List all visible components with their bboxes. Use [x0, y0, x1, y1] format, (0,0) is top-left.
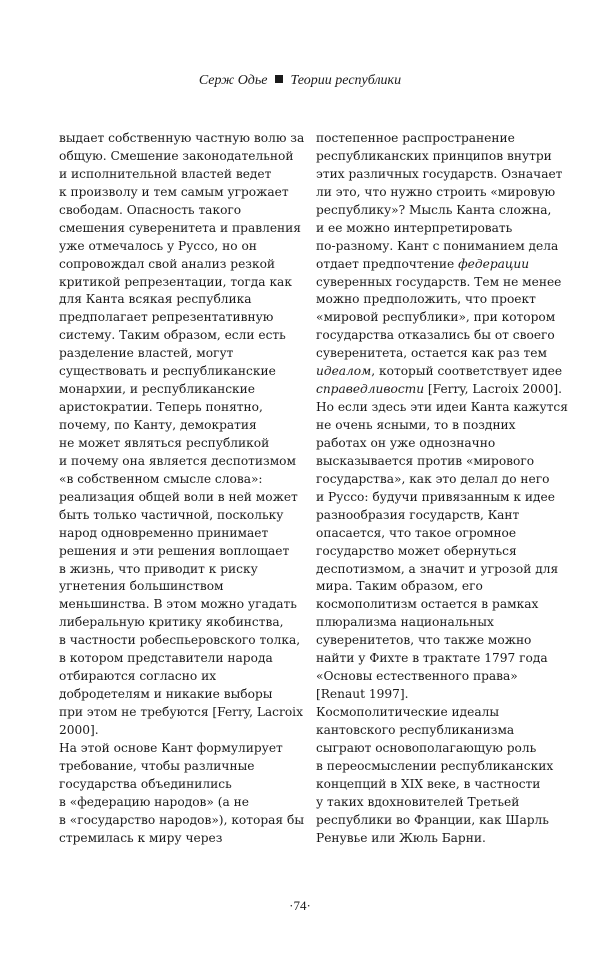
text-line: почему, по Канту, демократия — [59, 418, 257, 432]
text-line: стремилась к миру через — [59, 830, 223, 845]
page-number-dot-left: · — [289, 898, 294, 913]
text-line: мира. Таким образом, его — [316, 579, 483, 594]
text-line: выдает собственную частную волю за — [59, 131, 305, 145]
text-line: не может являться республикой — [59, 435, 270, 450]
page-number — [0, 898, 600, 914]
text-line: «Основы естественного права» — [316, 669, 518, 684]
text-line: постепенное распространение — [316, 131, 515, 145]
text-line: в «федерацию народов» (а не — [59, 794, 249, 809]
page-number-value: 74 — [293, 898, 307, 913]
text-line: На этой основе Кант формулирует — [59, 740, 283, 755]
italic-emphasis: федерации — [458, 256, 530, 271]
text-line: и Руссо: будучи привязанным к идее — [316, 489, 555, 504]
text-line: ли это, что нужно строить «мировую — [316, 184, 556, 199]
text-line: космополитизм остается в рамках — [316, 597, 539, 612]
page-number-dot-right: · — [306, 898, 311, 913]
text-line: 2000]. — [59, 722, 99, 737]
text-line: разнообразия государств, Кант — [316, 507, 520, 522]
text-line: аристократии. Теперь понятно, — [59, 400, 263, 415]
text-line: концепций в XIX веке, в частности — [316, 776, 541, 791]
text-line: критикой репрезентации, тогда как — [59, 274, 292, 289]
text-line: работах он уже однозначно — [316, 435, 496, 450]
text-line: «в собственном смысле слова»: — [59, 471, 263, 486]
text-line: государства объединились — [59, 776, 232, 791]
text-line: [Renaut 1997]. — [316, 687, 409, 702]
text-line: свободам. Опасность такого — [59, 202, 242, 217]
text-line: предполагает репрезентативную — [59, 310, 274, 325]
text-line: «мировой республики», при котором — [316, 310, 556, 325]
header-author: Серж Одье — [198, 73, 268, 88]
text-line: найти у Фихте в трактате 1797 года — [316, 651, 548, 666]
italic-emphasis: справедливости — [316, 382, 425, 397]
text-line: и ее можно интерпретировать — [316, 220, 513, 235]
text-line: реализация общей воли в ней может — [59, 489, 298, 504]
text-line: кантовского республиканизма — [316, 722, 515, 737]
text-line: республики во Франции, как Шарль — [316, 812, 549, 827]
text-line: монархии, и республиканские — [59, 382, 255, 397]
text-line: сыграют основополагающую роль — [316, 740, 537, 755]
left-text-column — [59, 130, 305, 848]
text-line: Ренувье или Жюль Барни. — [316, 830, 486, 845]
text-line: Но если здесь эти идеи Канта кажутся — [316, 400, 568, 415]
text-line: высказывается против «мирового — [316, 453, 535, 468]
running-header — [0, 73, 600, 89]
header-separator-icon — [275, 75, 283, 83]
text-line: этих различных государств. Означает — [316, 166, 563, 181]
text-line: в частности робеспьеровского толка, — [59, 633, 301, 648]
text-line: разделение властей, могут — [59, 346, 234, 361]
text-line: Космополитические идеалы — [316, 705, 500, 719]
text-line: в «государство народов»), которая бы — [59, 812, 305, 827]
text-line: для Канта всякая республика — [59, 292, 252, 307]
text-line: государства», как это делал до него — [316, 471, 550, 486]
text-line: смешения суверенитета и правления — [59, 220, 301, 235]
text-line: государство может обернуться — [316, 543, 517, 558]
text-line: суверенитетов, что также можно — [316, 633, 532, 648]
text-line: опасается, что такое огромное — [316, 525, 517, 540]
text-line: уже отмечалось у Руссо, но он — [59, 238, 257, 253]
text-line: суверенных государств. Тем не менее — [316, 274, 562, 289]
text-line: в жизнь, что приводит к риску — [59, 561, 258, 576]
text-line: при этом не требуются [Ferry, Lacroix — [59, 705, 303, 719]
text-line: государства отказались бы от своего — [316, 328, 555, 343]
text-line: плюрализма национальных — [316, 615, 494, 630]
text-line: требование, чтобы различные — [59, 758, 255, 773]
right-text-column — [316, 130, 568, 848]
text-line: решения и эти решения воплощает — [59, 543, 290, 558]
header-title: Теории республики — [290, 73, 402, 88]
text-line: и почему она является деспотизмом — [59, 453, 296, 468]
text-line: справедливости [Ferry, Lacroix 2000]. — [316, 382, 562, 397]
text-line: не очень ясными, то в поздних — [316, 418, 516, 432]
text-line: отбираются согласно их — [59, 669, 217, 684]
text-line: народ одновременно принимает — [59, 525, 269, 540]
text-line: к произволу и тем самым угрожает — [59, 184, 289, 199]
text-line: можно предположить, что проект — [316, 292, 536, 307]
text-line: деспотизмом, а значит и угрозой для — [316, 561, 559, 576]
text-line: сопровождал свой анализ резкой — [59, 256, 276, 271]
text-line: в котором представители народа — [59, 651, 273, 666]
text-line: идеалом, который соответствует идее — [316, 364, 563, 379]
text-line: общую. Смешение законодательной — [59, 148, 294, 163]
text-line: республиканских принципов внутри — [316, 148, 552, 163]
text-line: меньшинства. В этом можно угадать — [59, 597, 297, 612]
italic-emphasis: идеалом — [316, 364, 372, 379]
text-line: существовать и республиканские — [59, 364, 276, 379]
text-line: отдает предпочтение федерации — [316, 256, 530, 271]
text-line: либеральную критику якобинства, — [59, 615, 284, 630]
text-line: и исполнительной властей ведет — [59, 166, 272, 181]
text-line: суверенитета, остается как раз тем — [316, 346, 547, 361]
text-line: угнетения большинством — [59, 579, 224, 594]
text-line: быть только частичной, поскольку — [59, 507, 284, 522]
text-line: добродетелям и никакие выборы — [59, 687, 273, 702]
text-line: систему. Таким образом, если есть — [59, 328, 286, 343]
text-line: республику»? Мысль Канта сложна, — [316, 202, 552, 217]
text-line: по-разному. Кант с пониманием дела — [316, 238, 559, 253]
text-line: в переосмыслении республиканских — [316, 758, 554, 773]
text-line: у таких вдохновителей Третьей — [316, 794, 520, 809]
